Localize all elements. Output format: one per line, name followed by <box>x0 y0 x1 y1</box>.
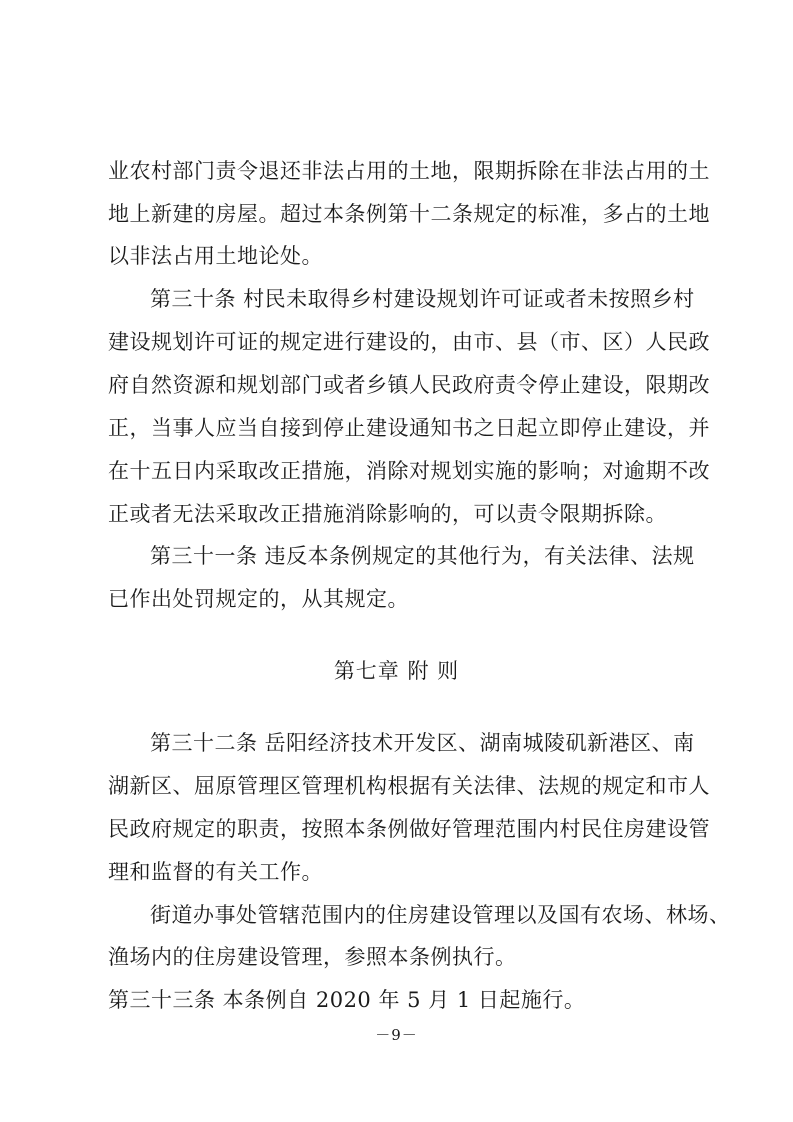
paragraph-line: 府自然资源和规划部门或者乡镇人民政府责令停止建设，限期改 <box>108 373 710 397</box>
paragraph-line: 正或者无法采取改正措施消除影响的，可以责令限期拆除。 <box>108 502 667 526</box>
paragraph-line: 街道办事处管辖范围内的住房建设管理以及国有农场、林场、 <box>150 903 731 927</box>
paragraph-line: 已作出处罚规定的，从其规定。 <box>108 587 409 611</box>
article-33-line: 第三十三条 本条例自 2020 年 5 月 1 日起施行。 <box>108 988 586 1012</box>
paragraph-line: 渔场内的住房建设管理，参照本条例执行。 <box>108 945 517 969</box>
paragraph-line: 在十五日内采取改正措施，消除对规划实施的影响；对逾期不改 <box>108 459 710 483</box>
paragraph-line: 业农村部门责令退还非法占用的土地，限期拆除在非法占用的土 <box>108 159 710 183</box>
paragraph-line: 民政府规定的职责，按照本条例做好管理范围内村民住房建设管 <box>108 817 710 841</box>
paragraph-line: 正，当事人应当自接到停止建设通知书之日起立即停止建设，并 <box>108 416 710 440</box>
article-31-heading-line: 第三十一条 违反本条例规定的其他行为，有关法律、法规 <box>150 544 695 568</box>
paragraph-line: 湖新区、屈原管理区管理机构根据有关法律、法规的规定和市人 <box>108 774 710 798</box>
paragraph-line: 建设规划许可证的规定进行建设的，由市、县（市、区）人民政 <box>108 330 710 354</box>
paragraph-line: 地上新建的房屋。超过本条例第十二条规定的标准，多占的土地 <box>108 202 710 226</box>
paragraph-line: 以非法占用土地论处。 <box>108 244 323 268</box>
chapter-title: 第七章 附 则 <box>333 659 460 683</box>
article-32-heading-line: 第三十二条 岳阳经济技术开发区、湖南城陵矶新港区、南 <box>150 731 695 755</box>
page-number: －9－ <box>375 1026 418 1044</box>
article-30-heading-line: 第三十条 村民未取得乡村建设规划许可证或者未按照乡村 <box>150 287 695 311</box>
paragraph-line: 理和监督的有关工作。 <box>108 860 323 884</box>
